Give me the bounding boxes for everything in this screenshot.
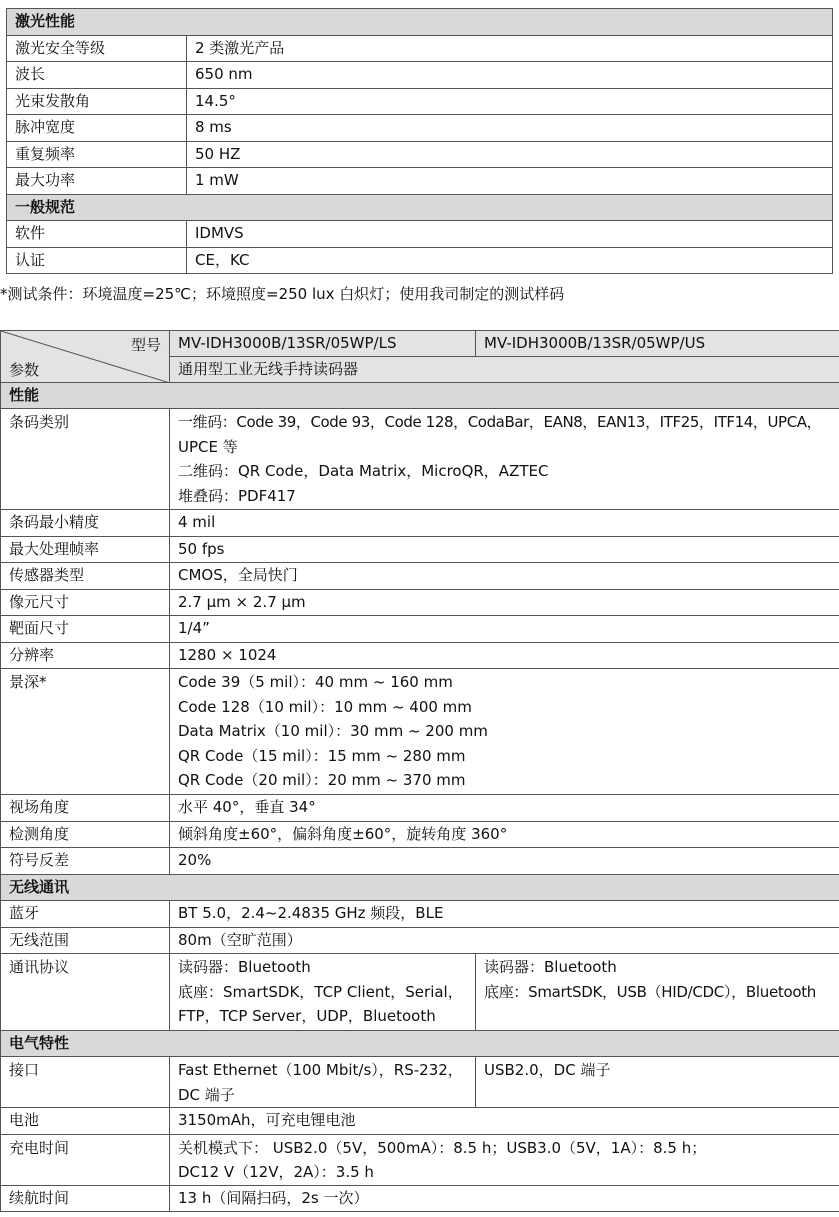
model-us-header: MV-IDH3000B/13SR/05WP/US [476,331,839,357]
table-row [1,616,839,643]
row-label: 光束发散角 [7,88,187,115]
row-label: 最大功率 [7,168,187,195]
row-label: 检测角度 [1,821,170,848]
table-row [1,563,839,590]
model-ls-header: MV-IDH3000B/13SR/05WP/LS [170,331,476,357]
row-value: CE，KC [187,247,833,274]
table-row [1,536,839,563]
interface-ls-value [170,1057,476,1108]
value-line: DC12 V（12V，2A）：3.5 h [178,1163,374,1181]
interface-us-value: USB2.0，DC 端子 [476,1057,839,1108]
row-value: 2 类激光产品 [187,35,833,62]
value-line: 底座：SmartSDK，TCP Client，Serial， [178,982,463,1001]
value-line: 关机模式下： USB2.0（5V，500mA）：8.5 h；USB3.0（5V，1A）：8.5 h； [178,1138,707,1157]
table-row [7,115,833,142]
section-header-general: 一般规范 [7,194,833,221]
value-line: DC 端子 [178,1085,235,1104]
row-label: 脉冲宽度 [7,115,187,142]
row-label: 续航时间 [1,1185,170,1212]
row-value: 4 mil [170,510,839,537]
value-line: Code 39（5 mil）：40 mm ~ 160 mm [178,673,453,691]
value-line: 底座：SmartSDK，USB（HID/CDC），Bluetooth [484,982,816,1001]
value-line: 堆叠码：PDF417 [178,486,296,505]
depth-of-field-value [170,669,839,795]
row-label: 重复频率 [7,141,187,168]
table-row [1,821,839,848]
table-row [1,1134,839,1185]
table-row [7,88,833,115]
test-condition-footnote: *测试条件：环境温度=25℃；环境照度=250 lux 白炽灯；使用我司制定的测试样码 [0,285,565,303]
row-label: 景深* [1,669,170,795]
row-value: BT 5.0，2.4~2.4835 GHz 频段，BLE [170,901,839,928]
table-row [7,247,833,274]
header-corner-cell [1,331,170,383]
value-line: QR Code（20 mil）：20 mm ~ 370 mm [178,771,466,789]
value-line: Data Matrix（10 mil）：30 mm ~ 200 mm [178,722,488,740]
table-row [1,589,839,616]
table-row [1,927,839,954]
row-value: 50 HZ [187,141,833,168]
section-header-performance: 性能 [1,383,839,409]
row-label: 接口 [1,1057,170,1108]
product-spec-table [0,330,839,1212]
section-header-electrical: 电气特性 [1,1031,839,1057]
row-value: 50 fps [170,536,839,563]
value-line: Code 128（10 mil）：10 mm ~ 400 mm [178,697,472,716]
value-line: Fast Ethernet（100 Mbit/s），RS-232， [178,1061,463,1079]
row-label: 波长 [7,62,187,89]
value-line: 二维码：QR Code，Data Matrix，MicroQR，AZTEC [178,462,549,480]
table-row [7,168,833,195]
row-value: 水平 40°，垂直 34° [170,795,839,822]
row-label: 条码最小精度 [1,510,170,537]
table-row [1,669,839,795]
table-row [1,848,839,875]
row-value: 3150mAh，可充电锂电池 [170,1108,839,1135]
protocol-ls-value [170,954,476,1031]
row-label: 像元尺寸 [1,589,170,616]
row-value: 2.7 μm × 2.7 μm [170,589,839,616]
table-row [1,901,839,928]
table-row [1,642,839,669]
row-value: CMOS，全局快门 [170,563,839,590]
table-row [1,409,839,510]
table-row [7,62,833,89]
row-label: 传感器类型 [1,563,170,590]
value-line: FTP，TCP Server，UDP，Bluetooth [178,1007,436,1025]
row-value: 650 nm [187,62,833,89]
row-label: 蓝牙 [1,901,170,928]
parameter-label: 参数 [9,361,40,379]
row-value: IDMVS [187,221,833,248]
value-line: 读码器：Bluetooth [484,958,617,976]
row-value: 倾斜角度±60°，偏斜角度±60°，旋转角度 360° [170,821,839,848]
barcode-types-value [170,409,839,510]
table-row [1,954,839,1031]
row-value: 20% [170,848,839,875]
value-line: 读码器：Bluetooth [178,958,311,976]
table-row [7,221,833,248]
product-description: 通用型工业无线手持读码器 [170,357,839,383]
row-value: 8 ms [187,115,833,142]
row-label: 激光安全等级 [7,35,187,62]
row-value: 13 h（间隔扫码，2s 一次） [170,1185,839,1212]
table-row [7,35,833,62]
row-label: 分辨率 [1,642,170,669]
row-label: 视场角度 [1,795,170,822]
row-value: 14.5° [187,88,833,115]
section-header-wireless: 无线通讯 [1,874,839,901]
table-row [7,141,833,168]
row-label: 认证 [7,247,187,274]
laser-spec-table [6,8,833,274]
row-label: 条码类别 [1,409,170,510]
model-label: 型号 [130,336,161,354]
row-value: 1280 × 1024 [170,642,839,669]
row-value: 1 mW [187,168,833,195]
row-label: 最大处理帧率 [1,536,170,563]
row-label: 无线范围 [1,927,170,954]
value-line: QR Code（15 mil）：15 mm ~ 280 mm [178,746,466,765]
table-row [1,510,839,537]
section-header-laser: 激光性能 [7,9,833,36]
row-label: 充电时间 [1,1134,170,1185]
row-label: 靶面尺寸 [1,616,170,643]
table-row [1,795,839,822]
row-label: 通讯协议 [1,954,170,1031]
value-line: UPCE 等 [178,437,238,456]
protocol-us-value [476,954,839,1031]
row-label: 软件 [7,221,187,248]
row-label: 符号反差 [1,848,170,875]
table-row [1,1057,839,1108]
row-label: 电池 [1,1108,170,1135]
row-value: 1/4” [170,616,839,643]
row-value: 80m（空旷范围） [170,927,839,954]
table-row [1,1108,839,1135]
table-row [1,1185,839,1212]
value-line: 一维码：Code 39，Code 93，Code 128，CodaBar，EAN8，EAN13，ITF25，ITF14，UPCA， [178,413,822,431]
charge-time-value [170,1134,839,1185]
